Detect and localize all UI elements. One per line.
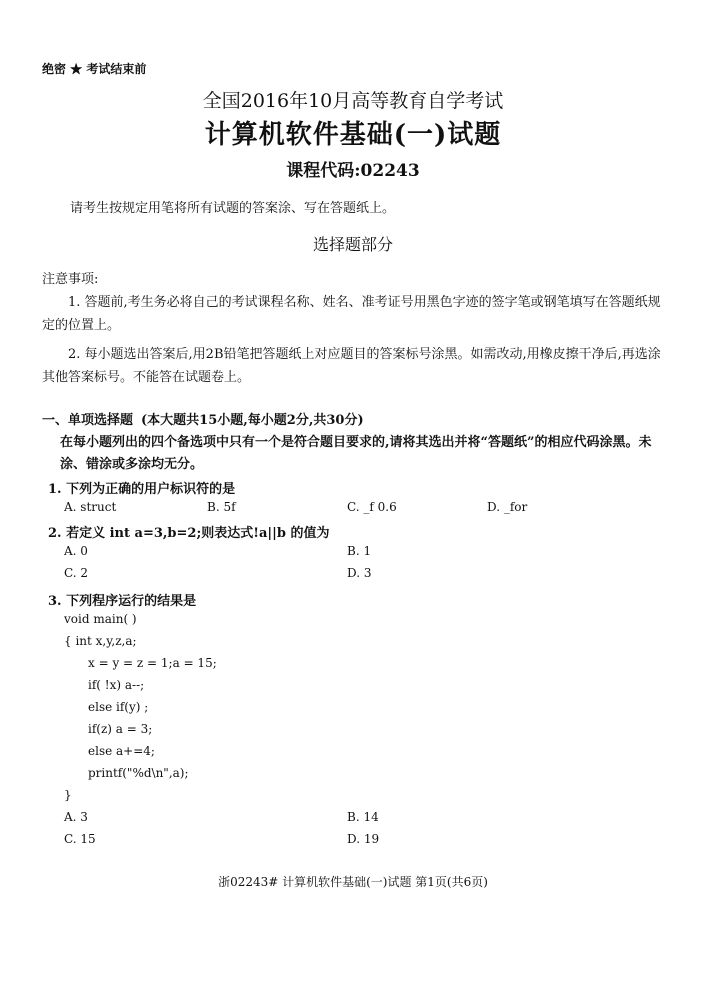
part1-instruction: 在每小题列出的四个备选项中只有一个是符合题目要求的,请将其选出并将“答题纸”的相应代码涂黑。未涂、错涂或多涂均无分。 xyxy=(60,435,652,472)
paper-title: 计算机软件基础(一)试题 xyxy=(204,120,502,150)
notice-item-1: 1. 答题前,考生务必将自己的考试课程名称、姓名、准考证号用黑色字迹的签字笔或钢笔填写在答题纸规定的位置上。 xyxy=(42,295,661,333)
question-1-option-c: C. _f 0.6 xyxy=(347,500,397,514)
part1-title: 一、单项选择题 xyxy=(42,413,134,428)
part1-heading xyxy=(42,409,364,428)
course-code: 课程代码:02243 xyxy=(286,161,420,181)
page-footer: 浙02243# 计算机软件基础(一)试题 第1页(共6页) xyxy=(218,875,488,889)
code-line-8: printf("%d\n",a); xyxy=(88,766,189,780)
question-2-option-a: A. 0 xyxy=(64,544,88,558)
question-1-option-a: A. struct xyxy=(64,500,117,514)
section-title: 选择题部分 xyxy=(312,235,393,254)
question-2-option-c: C. 2 xyxy=(64,566,89,580)
question-2-option-b: B. 1 xyxy=(347,544,372,558)
secret-mark: 绝密 ★ 考试结束前 xyxy=(42,62,147,76)
question-3-stem: 3. 下列程序运行的结果是 xyxy=(48,594,197,609)
answer-instruction: 请考生按规定用笔将所有试题的答案涂、写在答题纸上。 xyxy=(70,201,396,216)
code-line-1: void main( ) xyxy=(64,612,137,626)
code-line-4: if( !x) a--; xyxy=(88,678,145,692)
question-2-option-d: D. 3 xyxy=(347,566,372,580)
question-2-stem: 2. 若定义 int a=3,b=2;则表达式!a||b 的值为 xyxy=(48,526,330,541)
part1-subtitle: (本大题共15小题,每小题2分,共30分) xyxy=(141,413,364,428)
question-1-option-d: D. _for xyxy=(487,500,528,514)
question-1-stem: 1. 下列为正确的用户标识符的是 xyxy=(48,482,236,497)
code-line-3: x = y = z = 1;a = 15; xyxy=(88,656,217,670)
question-1-option-b: B. 5f xyxy=(207,500,236,514)
code-line-5: else if(y) ; xyxy=(88,700,149,714)
exam-title: 全国2016年10月高等教育自学考试 xyxy=(202,90,504,112)
notice-item-2: 2. 每小题选出答案后,用2B铅笔把答题纸上对应题目的答案标号涂黑。如需改动,用橡皮擦干净后,再选涂其他答案标号。不能答在试题卷上。 xyxy=(42,347,661,385)
code-line-2: { int x,y,z,a; xyxy=(64,634,137,648)
question-3-option-b: B. 14 xyxy=(347,810,379,824)
code-line-6: if(z) a = 3; xyxy=(88,722,153,736)
question-3-option-d: D. 19 xyxy=(347,832,380,846)
question-3-option-a: A. 3 xyxy=(64,810,88,824)
question-3-option-c: C. 15 xyxy=(64,832,96,846)
notice-heading: 注意事项: xyxy=(42,272,99,287)
code-line-9: } xyxy=(64,788,72,802)
code-line-7: else a+=4; xyxy=(88,744,155,758)
